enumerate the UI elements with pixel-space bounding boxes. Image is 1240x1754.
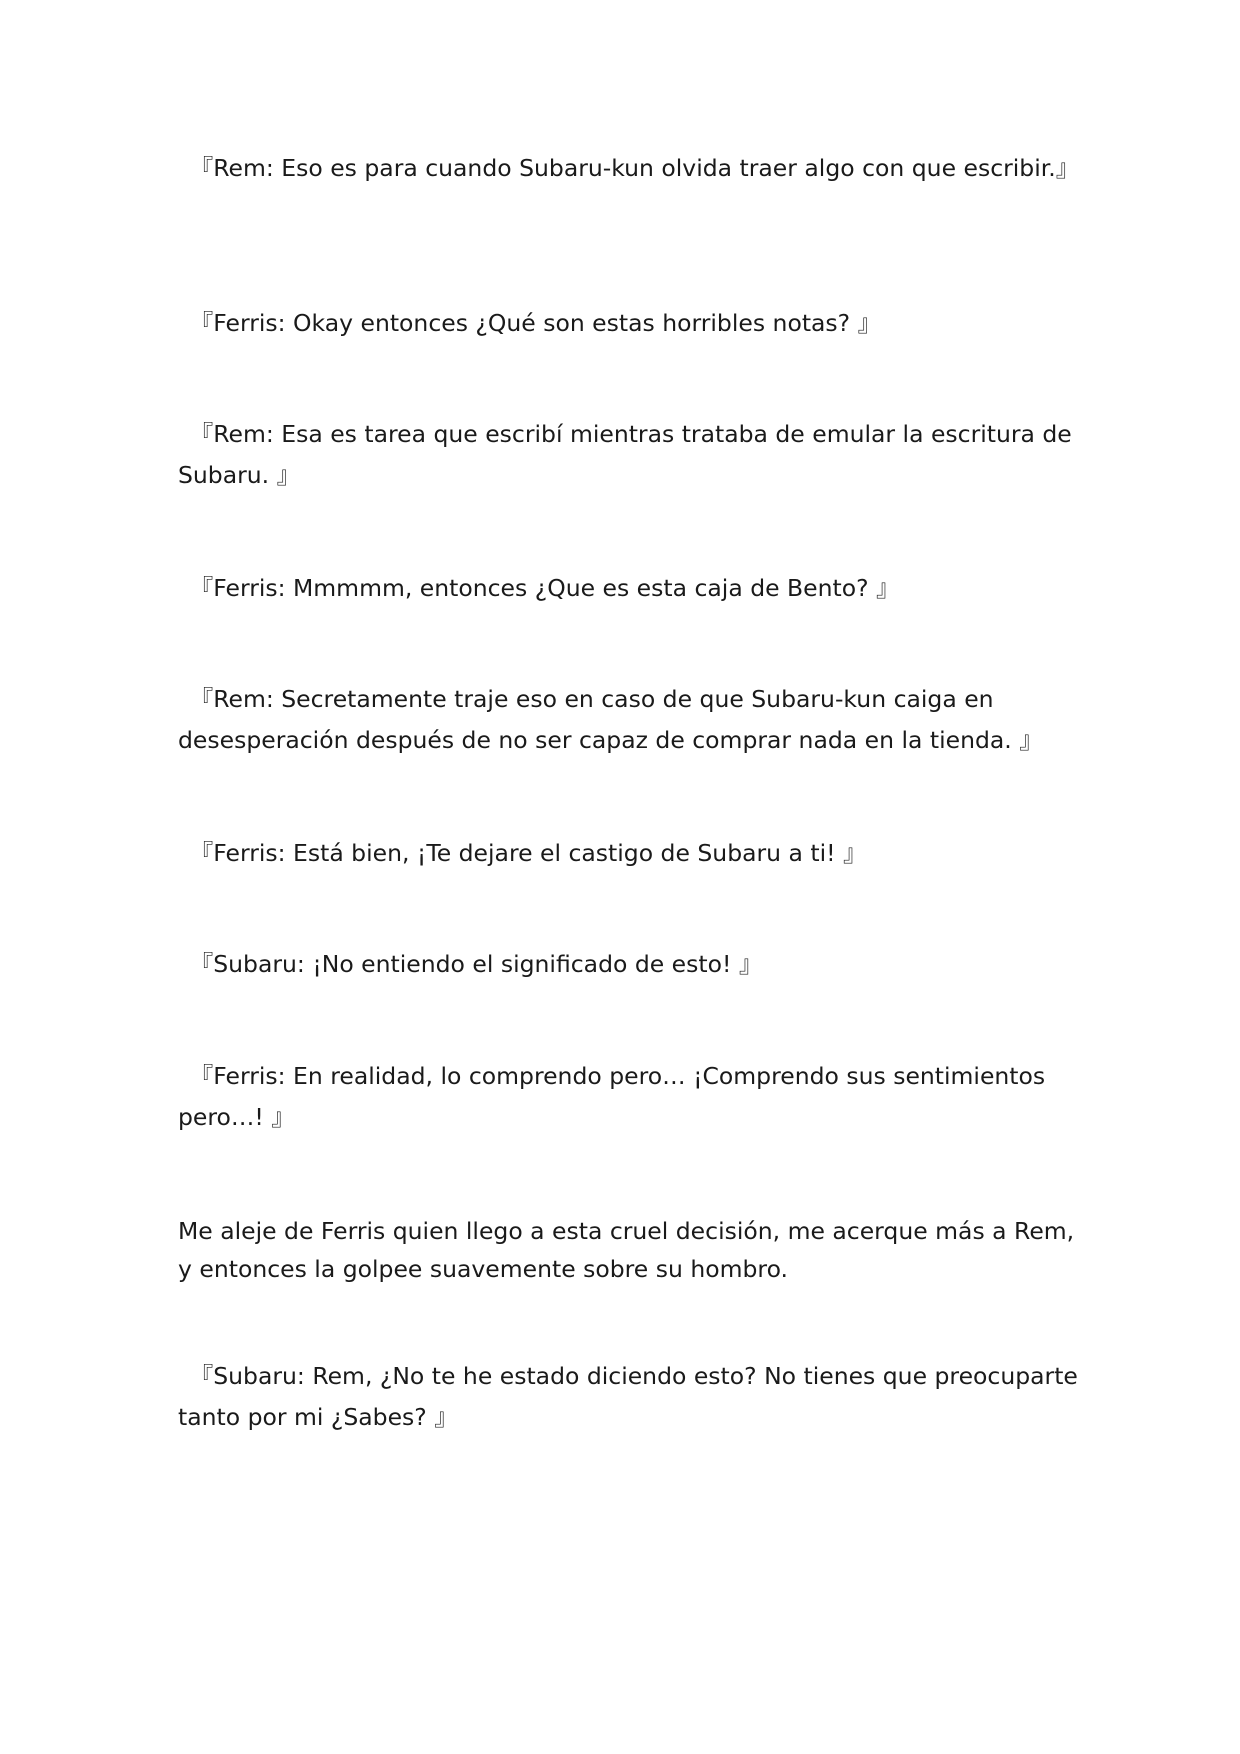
paragraph-ferris-punishment: 『Ferris: Está bien, ¡Te dejare el castigo de Subaru a ti! 』 bbox=[178, 839, 867, 867]
paragraph-subaru-meaning: 『Subaru: ¡No entiendo el significado de esto! 』 bbox=[178, 950, 763, 978]
paragraph-rem-secretly: 『Rem: Secretamente traje eso en caso de que Subaru-kun caiga en desesperación después de no ser capaz de comprar nada en la tienda. 』 bbox=[178, 685, 1043, 754]
paragraph-rem-homework: 『Rem: Esa es tarea que escribí mientras trataba de emular la escritura de Subaru. 』 bbox=[178, 420, 1080, 489]
paragraph-narration: Me aleje de Ferris quien llego a esta cruel decisión, me acerque más a Rem, y entonces la golpee suavemente sobre su hombro. bbox=[178, 1217, 1082, 1283]
paragraph-rem-writing-tool: 『Rem: Eso es para cuando Subaru-kun olvida traer algo con que escribir.』 bbox=[178, 154, 1080, 182]
paragraph-subaru-worry: 『Subaru: Rem, ¿No te he estado diciendo esto? No tienes que preocuparte tanto por mi ¿Sabes? 』 bbox=[178, 1362, 1086, 1431]
paragraph-ferris-feelings: 『Ferris: En realidad, lo comprendo pero… ¡Comprendo sus sentimientos pero…! 』 bbox=[178, 1062, 1053, 1131]
paragraph-ferris-notes: 『Ferris: Okay entonces ¿Qué son estas horribles notas? 』 bbox=[178, 309, 882, 337]
paragraph-ferris-bento: 『Ferris: Mmmmm, entonces ¿Que es esta caja de Bento? 』 bbox=[178, 574, 900, 602]
